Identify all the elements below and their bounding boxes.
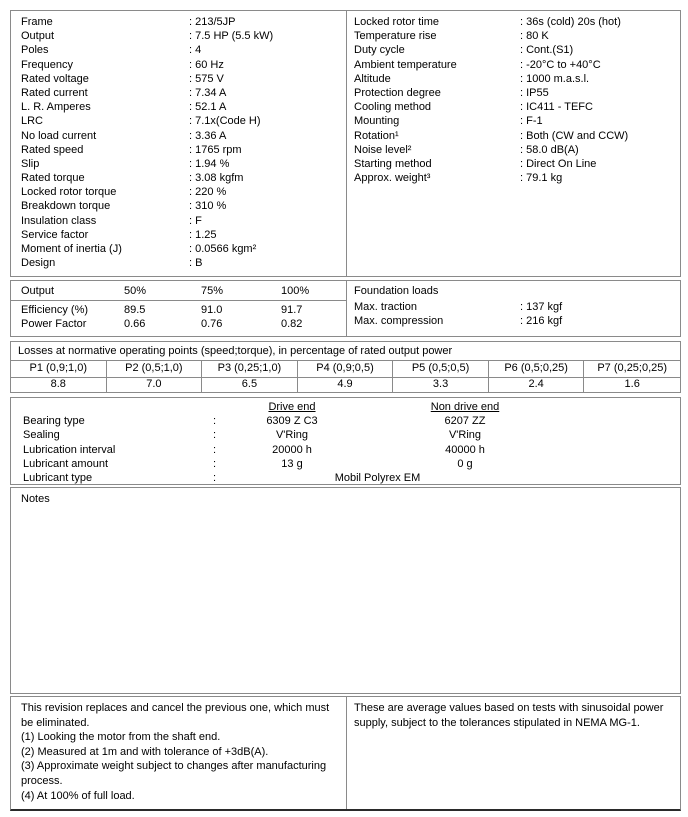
foundation-loads-rows [354,300,676,328]
spec-value: : 213/5JP [189,16,236,28]
spec-row [21,157,342,171]
spec-label: Rated voltage [21,72,89,85]
spec-row [21,15,342,29]
spec-label: Approx. weight³ [354,172,431,185]
bearing-row-colon: : [213,429,217,442]
bearings-rows [11,414,680,471]
bearing-row [11,414,680,428]
lubricant-type-row [11,471,680,485]
spec-row [21,185,342,199]
bearing-row [11,457,680,471]
spec-row [21,43,342,57]
spec-label: Locked rotor time [354,16,439,28]
spec-value: : 3.36 A [189,129,227,142]
footnote-line: (2) Measured at 1m and with tolerance of +3dB(A). [21,745,269,758]
spec-value: : IP55 [520,86,549,99]
spec-value: : 80 K [520,30,549,43]
spec-label: Cooling method [354,101,432,114]
performance-value-100: 91.7 [281,304,303,317]
lubricant-type-label: Lubricant type [23,472,93,485]
spec-label: Noise level² [354,143,412,156]
spec-row [21,72,342,86]
bearing-row [11,428,680,442]
spec-label: Locked rotor torque [21,186,117,199]
spec-row [354,58,676,72]
spec-row [21,228,342,242]
bearing-row-label: Lubricant amount [23,457,108,470]
spec-value: : Cont.(S1) [520,44,574,57]
spec-value: : 52.1 A [189,101,227,114]
spec-value: : 36s (cold) 20s (hot) [520,16,621,28]
lubricant-type-colon: : [213,472,217,485]
losses-point-value: 1.6 [624,377,640,390]
performance-col-50: 50% [124,285,147,297]
spec-value: : B [189,257,203,270]
spec-label: Rated current [21,86,88,99]
spec-row [21,214,342,228]
spec-label: Temperature rise [354,30,437,43]
losses-point-value: 4.9 [298,378,394,393]
bearing-non-drive-value: 6207 ZZ [444,415,486,428]
specs-left-column [11,11,346,276]
spec-label: Frame [21,16,53,28]
spec-value: : 220 % [189,186,227,199]
foundation-load-row [354,314,676,328]
losses-point-header: P4 (0,9;0,5) [298,361,394,378]
non-drive-end-header: Non drive end [430,401,500,413]
losses-point-header: P7 (0,25;0,25) [584,361,680,378]
spec-value: : 1000 m.a.s.l. [520,72,590,85]
spec-row [21,256,342,270]
footnote-line: (1) Looking the motor from the shaft end. [21,731,221,744]
bearing-row-label: Sealing [23,429,60,442]
spec-label: Mounting [354,115,400,128]
spec-value: : 58.0 dB(A) [520,143,579,156]
spec-label: Duty cycle [354,44,405,57]
foundation-load-value: : 137 kgf [520,301,563,314]
spec-value: : -20°C to +40°C [520,58,601,71]
bearing-drive-value: 13 g [281,457,303,470]
spec-label: Design [21,257,56,270]
spec-row [21,86,342,100]
spec-label: LRC [21,115,44,128]
spec-value: : 79.1 kg [520,172,563,185]
spec-value: : 575 V [189,72,224,85]
spec-label: Starting method [354,157,432,170]
spec-value: : IC411 - TEFC [520,101,593,114]
spec-label: Rated speed [21,143,84,156]
spec-row [21,29,342,43]
performance-row-label: Power Factor [21,318,87,331]
losses-point-value: 8.8 [11,378,107,393]
losses-point-header: P2 (0,5;1,0) [107,361,203,378]
spec-row [21,129,342,143]
foundation-load-value: : 216 kgf [520,315,563,328]
losses-point-header: P3 (0,25;1,0) [202,361,298,378]
notes-title: Notes [21,493,50,505]
performance-rows [11,301,346,331]
spec-label: Insulation class [21,214,97,227]
specs-section [10,10,681,277]
footnotes-section [10,696,681,811]
footnotes-right [346,697,680,809]
losses-value-row [11,378,680,393]
specs-right-column [346,11,680,276]
losses-section [10,341,681,393]
footnote-line: (3) Approximate weight subject to changes after manufacturing process. [21,760,327,787]
performance-value-100: 0.82 [281,318,303,331]
performance-header-row [11,281,346,301]
spec-value: : 310 % [189,200,227,213]
performance-table [11,281,346,336]
spec-label: Ambient temperature [354,58,457,71]
foundation-load-label: Max. compression [354,315,444,328]
bearing-row-colon: : [213,415,217,428]
bearing-row-colon: : [213,443,217,456]
spec-value: : 4 [189,44,202,57]
motor-datasheet [10,10,681,811]
spec-label: Output [21,30,55,43]
performance-section [10,280,681,337]
footnote-line: This revision replaces and cancel the previous one, which must be eliminated. [21,702,330,729]
losses-point-value: 7.0 [107,378,203,393]
spec-label: Rotation¹ [354,129,399,142]
spec-label: Frequency [21,58,73,71]
performance-header-label: Output [21,285,55,297]
spec-row [21,58,342,72]
performance-col-100: 100% [281,285,310,297]
spec-label: L. R. Amperes [21,101,91,114]
spec-row [21,114,342,128]
bearings-header-spacer [23,400,213,414]
spec-row [354,143,676,157]
drive-end-header: Drive end [268,401,316,413]
spec-row [354,157,676,171]
notes-section [10,487,681,694]
tolerance-note: These are average values based on tests with sinusoidal power supply, subject to the tolerances stipulated in NEMA MG-1. [354,702,664,729]
spec-value: : F [189,214,202,227]
spec-value: : 3.08 kgfm [189,172,244,185]
performance-value-50: 0.66 [124,318,146,331]
foundation-loads [346,281,680,336]
spec-row [21,143,342,157]
spec-row [354,43,676,57]
performance-value-50: 89.5 [124,304,146,317]
bearings-header-row [11,400,680,414]
performance-row [11,303,346,317]
spec-row [354,129,676,143]
bearing-drive-value: 20000 h [272,443,312,456]
spec-label: Poles [21,44,49,57]
losses-point-value: 3.3 [393,378,489,393]
spec-row [354,100,676,114]
spec-label: Service factor [21,228,89,241]
bearing-row-label: Bearing type [23,415,85,428]
spec-value: : 7.34 A [189,86,227,99]
performance-value-75: 91.0 [201,304,223,317]
spec-value: : 0.0566 kgm² [189,243,257,255]
spec-label: No load current [21,129,97,142]
foundation-load-row [354,300,676,314]
losses-point-value: 6.5 [202,378,298,393]
spec-label: Protection degree [354,86,441,99]
spec-value: : Both (CW and CCW) [520,129,629,142]
spec-row [354,171,676,185]
bearings-section [10,397,681,485]
losses-title: Losses at normative operating points (speed;torque), in percentage of rated output power [11,342,680,361]
spec-label: Slip [21,157,40,170]
spec-value: : 7.1x(Code H) [189,115,261,128]
spec-row [354,15,676,29]
losses-header-row [11,361,680,378]
bearing-row [11,443,680,457]
spec-row [354,72,676,86]
bearing-row-label: Lubrication interval [23,443,116,456]
bearing-non-drive-value: 0 g [457,457,473,470]
spec-value: : 60 Hz [189,58,224,71]
bearing-row-colon: : [213,457,217,470]
spec-label: Breakdown torque [21,200,111,213]
spec-row [21,171,342,185]
losses-point-header: P6 (0,5;0,25) [489,361,585,378]
bearing-drive-value: V'Ring [275,429,309,442]
bearings-header-spacer [213,400,227,414]
performance-col-75: 75% [201,285,224,297]
bearing-non-drive-value: V'Ring [448,429,482,442]
lubricant-type-value: Mobil Polyrex EM [334,472,421,485]
foundation-load-label: Max. traction [354,301,417,314]
spec-value: : Direct On Line [520,157,597,170]
spec-label: Rated torque [21,172,85,185]
performance-row [11,317,346,331]
spec-row [21,100,342,114]
spec-row [21,199,342,213]
foundation-loads-title: Foundation loads [354,285,439,297]
losses-point-header: P1 (0,9;1,0) [11,361,107,378]
spec-value: : 1.94 % [189,157,230,170]
spec-value: : F-1 [520,115,543,128]
spec-value: : 7.5 HP (5.5 kW) [189,30,274,43]
spec-value: : 1.25 [189,228,217,241]
spec-row [354,86,676,100]
spec-row [354,114,676,128]
footnotes-left [11,697,346,809]
bearing-non-drive-value: 40000 h [445,443,485,456]
spec-value: : 1765 rpm [189,143,242,156]
performance-value-75: 0.76 [201,318,223,331]
spec-label: Altitude [354,72,391,85]
bearing-drive-value: 6309 Z C3 [266,415,318,428]
footnote-line: (4) At 100% of full load. [21,789,135,802]
losses-point-value: 2.4 [489,378,585,393]
performance-row-label: Efficiency (%) [21,304,89,317]
losses-point-header: P5 (0,5;0,5) [393,361,489,378]
spec-row [21,242,342,256]
spec-label: Moment of inertia (J) [21,243,122,255]
spec-row [354,29,676,43]
